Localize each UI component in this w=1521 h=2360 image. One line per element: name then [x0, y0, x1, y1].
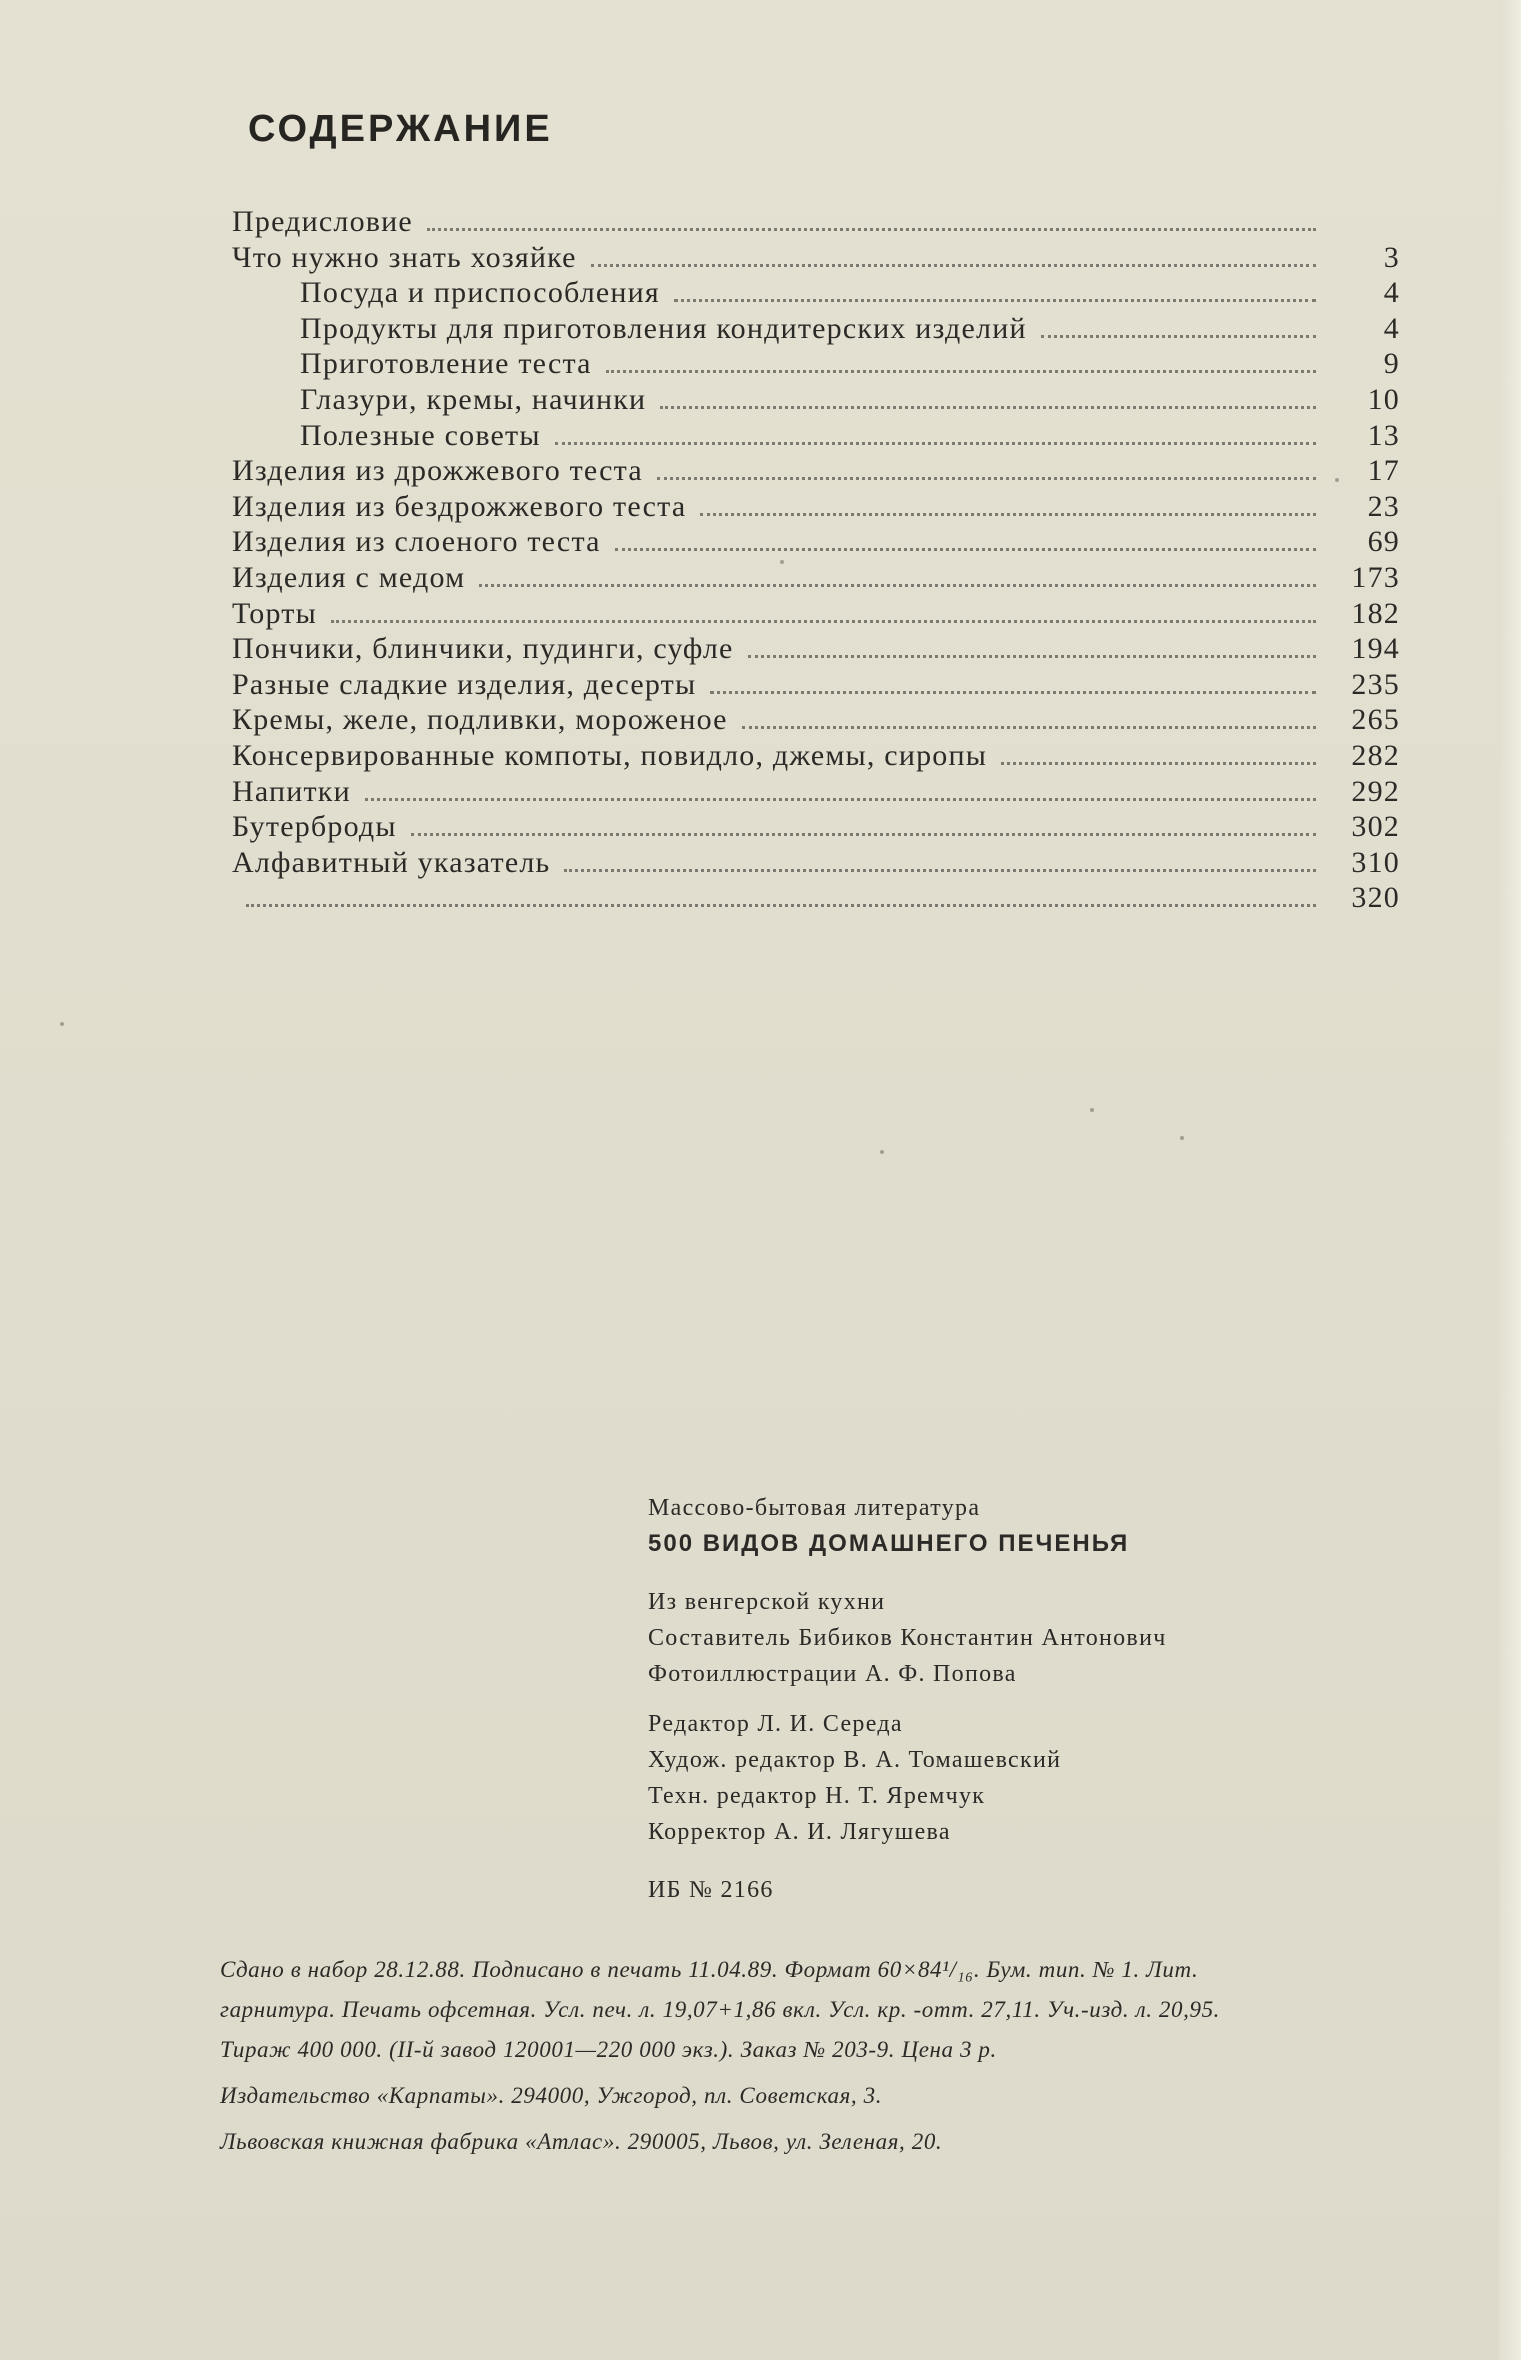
- imprint-book-title: 500 ВИДОВ ДОМАШНЕГО ПЕЧЕНЬЯ: [648, 1530, 1130, 1557]
- toc-entry: [232, 524, 1400, 560]
- imprint-compiler: Составитель Бибиков Константин Антонович: [648, 1625, 1167, 1651]
- imprint-proofreader: Корректор А. И. Лягушева: [648, 1819, 951, 1845]
- toc-entry-title: Пончики, блинчики, пудинги, суфле: [232, 632, 734, 666]
- toc-entry: [232, 596, 1400, 632]
- imprint-origin: Из венгерской кухни: [648, 1589, 886, 1615]
- toc-entry: [232, 382, 1400, 418]
- toc-entry: [232, 346, 1400, 382]
- toc-dot-leader: [1001, 762, 1316, 765]
- toc-entry: [232, 667, 1400, 703]
- toc-dot-leader: [479, 584, 1316, 587]
- toc-entry-page: 10: [1367, 382, 1400, 416]
- toc-entry-title: Продукты для приготовления кондитерских изделий: [300, 311, 1027, 345]
- toc-dot-leader: [674, 299, 1316, 302]
- toc-entry-title: Предисловие: [232, 205, 413, 238]
- toc-entry-page: 235: [1351, 667, 1400, 701]
- imprint-art-editor: Худож. редактор В. А. Томашевский: [648, 1747, 1062, 1773]
- toc-entry-page: 265: [1351, 703, 1400, 737]
- toc-entry: [232, 240, 1400, 276]
- toc-entry-title: Изделия с медом: [232, 560, 466, 594]
- print-speck: [880, 1150, 884, 1154]
- toc-entry-title: Что нужно знать хозяйке: [232, 240, 577, 274]
- print-speck: [1180, 1136, 1184, 1140]
- toc-entry-page: 194: [1351, 632, 1400, 666]
- toc-entry-title: Кремы, желе, подливки, мороженое: [232, 703, 728, 737]
- toc-entry-title: Разные сладкие изделия, десерты: [232, 667, 697, 701]
- toc-dot-leader: [331, 620, 1316, 623]
- toc-dot-leader: [660, 406, 1316, 409]
- toc-entry: [232, 809, 1400, 845]
- toc-dot-leader: [1041, 335, 1316, 338]
- toc-dot-leader: [564, 869, 1316, 872]
- imprint-block: [648, 1490, 1408, 1908]
- toc-entry-page: 17: [1367, 454, 1400, 488]
- toc-dot-leader: [411, 833, 1316, 836]
- publication-info: [220, 1950, 1430, 2162]
- toc-entry-title: Посуда и приспособления: [300, 276, 660, 310]
- toc-entry: [232, 631, 1400, 667]
- toc-entry: [232, 453, 1400, 489]
- toc-entry: [232, 774, 1400, 810]
- toc-entry-page: 9: [1383, 347, 1400, 381]
- print-speck: [780, 560, 784, 564]
- table-of-contents: [232, 204, 1400, 916]
- toc-dot-leader: [615, 548, 1316, 551]
- toc-dot-leader: [365, 798, 1316, 801]
- imprint-photos: Фотоиллюстрации А. Ф. Попова: [648, 1661, 1017, 1687]
- page-title: СОДЕРЖАНИЕ: [248, 108, 553, 150]
- imprint-tech-editor: Техн. редактор Н. Т. Яремчук: [648, 1783, 986, 1809]
- pubinfo-line-1: Сдано в набор 28.12.88. Подписано в печать 11.04.89. Формат 60×84¹/₁₆. Бум. тип. № 1. Лит.: [220, 1957, 1199, 1982]
- toc-dot-leader: [427, 228, 1316, 231]
- toc-entry: [232, 204, 1400, 240]
- toc-entry: [232, 311, 1400, 347]
- toc-dot-leader: [657, 477, 1316, 480]
- toc-dot-leader: [748, 655, 1316, 658]
- toc-entry-page: 292: [1351, 774, 1400, 808]
- toc-entry-page: 69: [1367, 525, 1400, 559]
- toc-entry: [232, 738, 1400, 774]
- toc-entry: [232, 560, 1400, 596]
- toc-dot-leader: [742, 726, 1316, 729]
- toc-entry-page: 173: [1351, 560, 1400, 594]
- toc-entry-title: Алфавитный указатель: [232, 845, 551, 879]
- toc-entry-title: Напитки: [232, 774, 351, 808]
- toc-entry-page: 4: [1383, 276, 1400, 310]
- pubinfo-line-2: гарнитура. Печать офсетная. Усл. печ. л. 19,07+1,86 вкл. Усл. кр. -отт. 27,11. Уч.-изд. л. 20,95.: [220, 1997, 1221, 2022]
- print-speck: [60, 1022, 64, 1026]
- toc-entry-page: 320: [1351, 881, 1400, 915]
- toc-dot-leader: [246, 904, 1316, 907]
- toc-entry: [232, 880, 1400, 916]
- imprint-ib-number: ИБ № 2166: [648, 1877, 774, 1903]
- print-speck: [1090, 1108, 1094, 1112]
- toc-entry-title: Бутерброды: [232, 810, 397, 844]
- toc-entry-title: Изделия из бездрожжевого теста: [232, 489, 687, 523]
- page-edge: [1499, 0, 1521, 2360]
- pubinfo-line-3: Тираж 400 000. (II-й завод 120001—220 000 экз.). Заказ № 203-9. Цена 3 р.: [220, 2037, 997, 2062]
- imprint-series: Массово-бытовая литература: [648, 1495, 981, 1521]
- toc-entry: [232, 845, 1400, 881]
- toc-entry-title: Приготовление теста: [300, 347, 592, 381]
- toc-entry-page: 13: [1367, 418, 1400, 452]
- toc-entry-page: 182: [1351, 596, 1400, 630]
- toc-dot-leader: [710, 691, 1316, 694]
- toc-entry-page: 3: [1383, 240, 1400, 274]
- toc-entry-title: Торты: [232, 596, 317, 630]
- toc-entry: [232, 275, 1400, 311]
- toc-entry-page: 302: [1351, 810, 1400, 844]
- printer-line: Львовская книжная фабрика «Атлас». 290005, Львов, ул. Зеленая, 20.: [220, 2129, 943, 2154]
- toc-dot-leader: [555, 442, 1316, 445]
- toc-entry-title: Глазури, кремы, начинки: [300, 382, 647, 416]
- toc-entry-title: Консервированные компоты, повидло, джемы, сиропы: [232, 738, 988, 772]
- toc-entry-page: 310: [1351, 845, 1400, 879]
- toc-dot-leader: [606, 370, 1316, 373]
- toc-entry-title: Изделия из слоеного теста: [232, 525, 601, 559]
- toc-entry: [232, 702, 1400, 738]
- toc-entry-page: 23: [1367, 489, 1400, 523]
- publisher-line: Издательство «Карпаты». 294000, Ужгород, пл. Советская, 3.: [220, 2083, 883, 2108]
- toc-dot-leader: [591, 264, 1316, 267]
- toc-entry-title: Полезные советы: [300, 418, 541, 452]
- toc-entry-page: 4: [1383, 311, 1400, 345]
- toc-entry-title: Изделия из дрожжевого теста: [232, 454, 643, 488]
- toc-dot-leader: [700, 513, 1316, 516]
- toc-entry: [232, 418, 1400, 454]
- toc-entry-page: 282: [1351, 738, 1400, 772]
- toc-entry: [232, 489, 1400, 525]
- imprint-editor: Редактор Л. И. Середа: [648, 1711, 903, 1737]
- print-speck: [1335, 478, 1339, 482]
